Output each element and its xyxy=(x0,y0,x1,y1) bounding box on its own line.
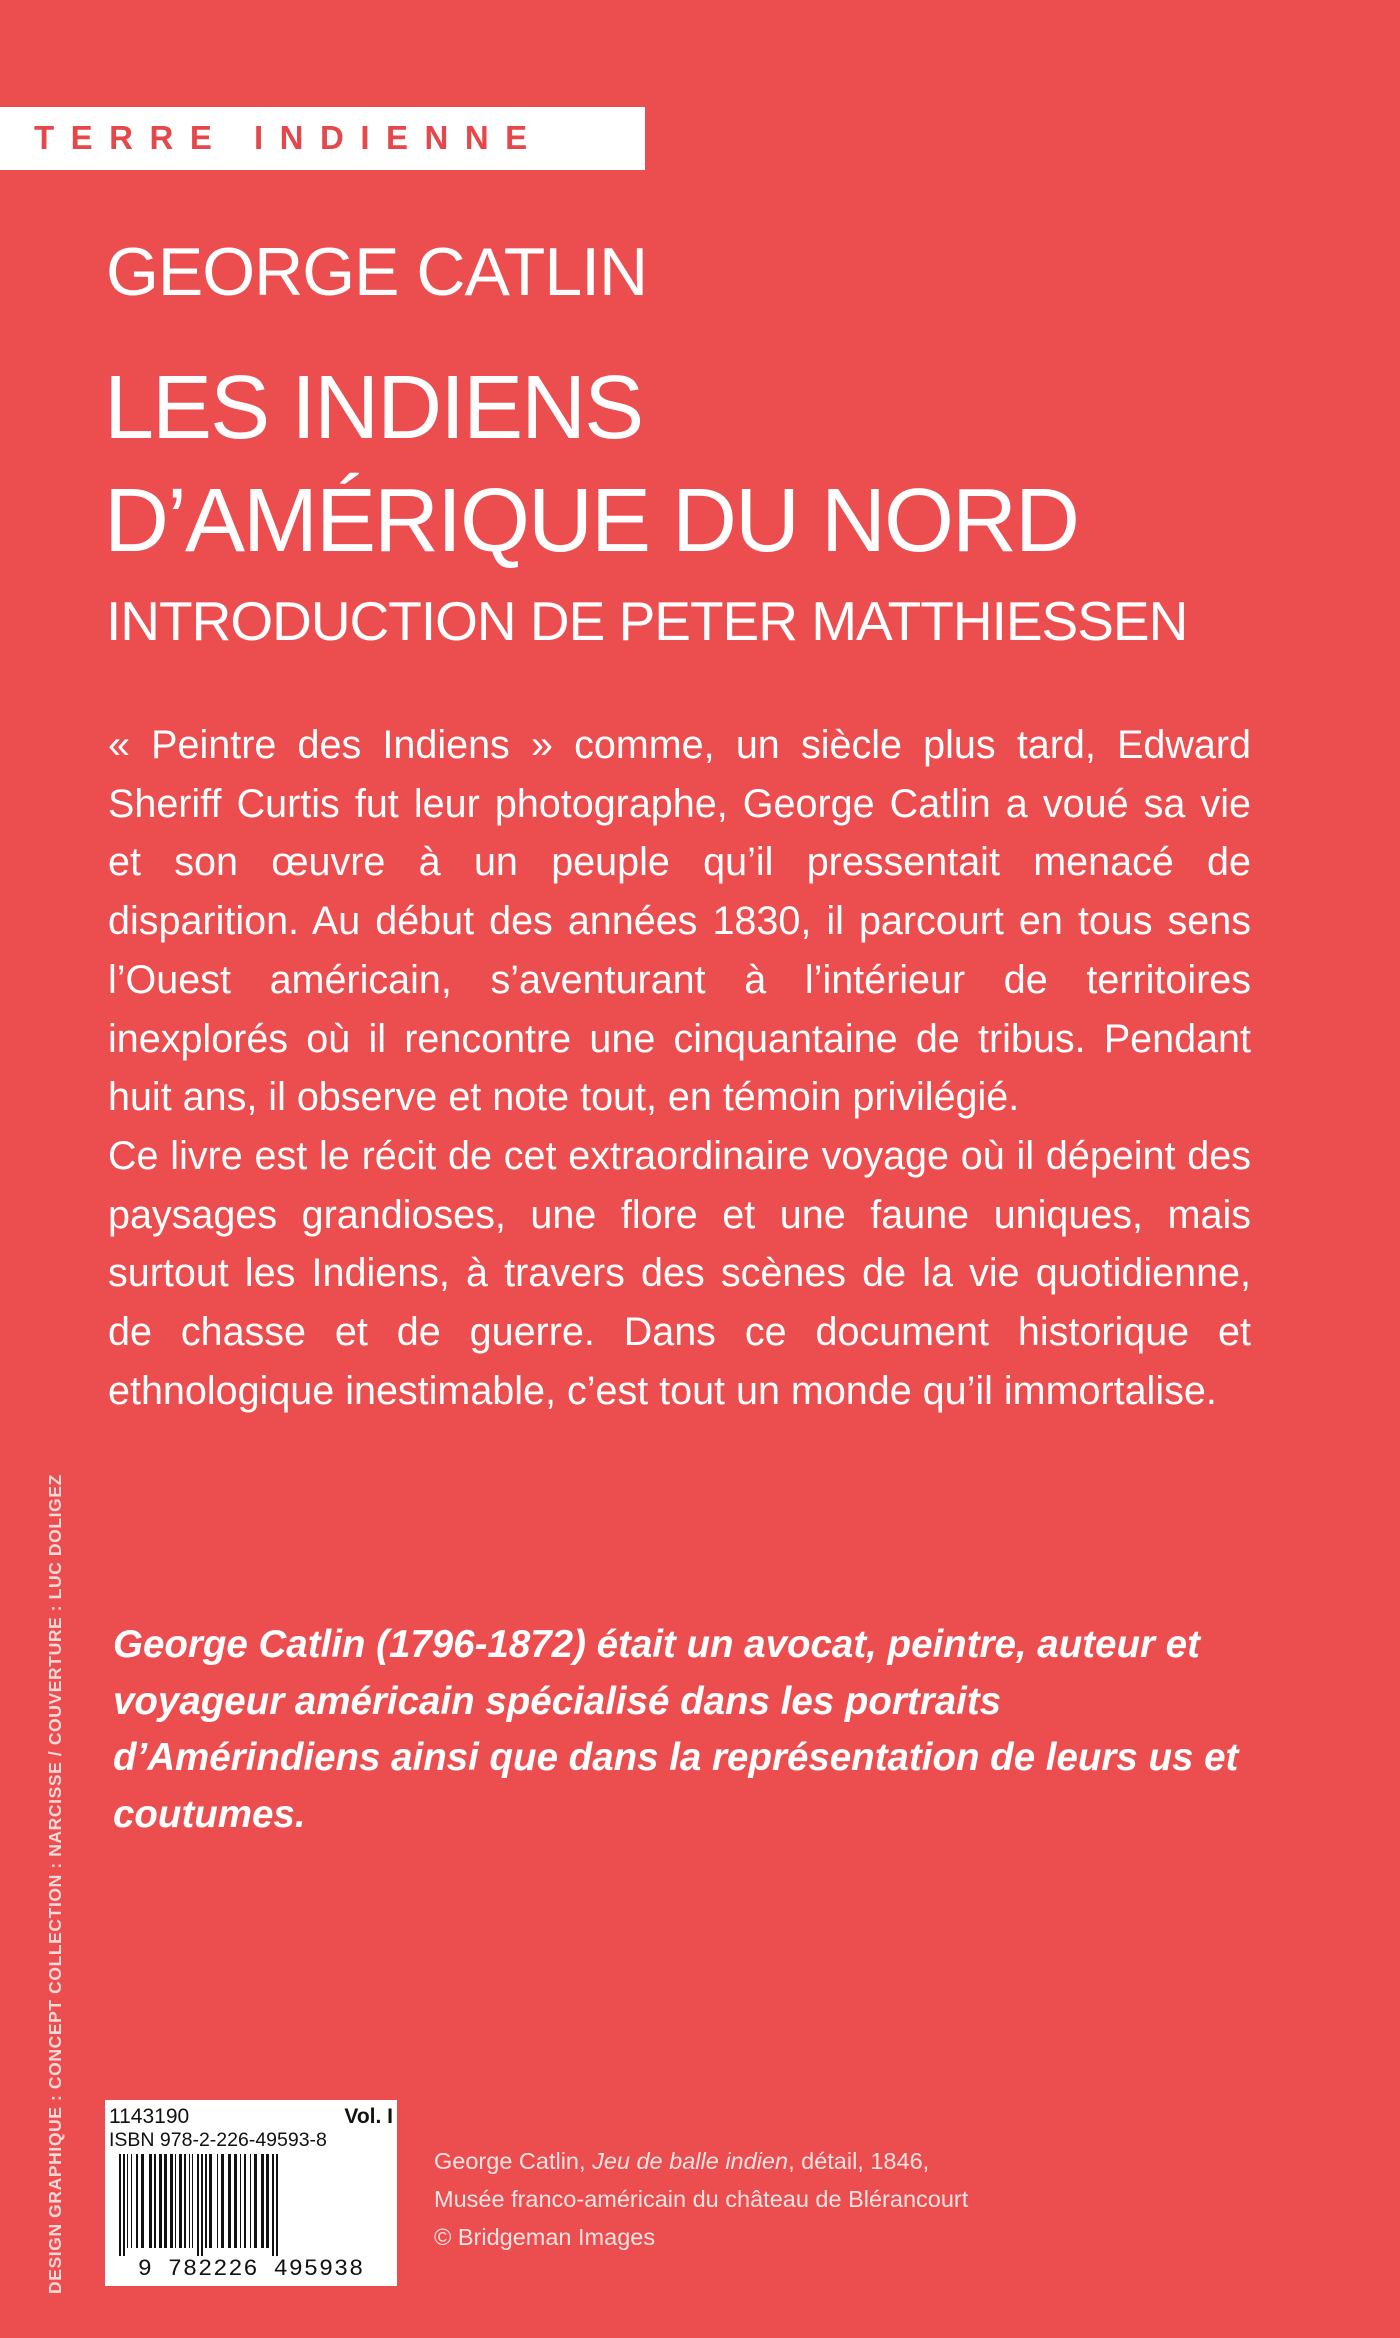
book-subtitle: INTRODUCTION DE PETER MATTHIESSEN xyxy=(106,590,1188,652)
barcode-bar xyxy=(244,2154,246,2248)
barcode-bar xyxy=(221,2154,224,2248)
barcode-bar xyxy=(192,2154,193,2248)
barcode-bar xyxy=(175,2154,176,2248)
photo-credit-line: George Catlin, Jeu de balle indien, détail, 1846, xyxy=(434,2148,930,2174)
barcode-bar xyxy=(205,2154,207,2248)
barcode-bar xyxy=(250,2154,251,2248)
barcode-bar xyxy=(149,2154,152,2248)
ean-digits: 9 782226 495938 xyxy=(137,2256,365,2283)
barcode-bar xyxy=(234,2154,237,2248)
barcode-bar xyxy=(131,2154,132,2248)
barcode-bar xyxy=(159,2154,162,2248)
barcode-bar xyxy=(201,2154,203,2256)
barcode-bar xyxy=(127,2154,128,2248)
barcode-bar xyxy=(197,2154,199,2256)
barcode-bar xyxy=(189,2154,190,2248)
volume-label: Vol. I xyxy=(344,2105,393,2128)
isbn: ISBN 978-2-226-49593-8 xyxy=(109,2129,327,2151)
barcode-bar xyxy=(254,2154,257,2248)
barcode-bar xyxy=(272,2154,274,2256)
barcode-bar xyxy=(261,2154,264,2248)
photo-copyright: © Bridgeman Images xyxy=(434,2224,656,2250)
author-bio: George Catlin (1796-1872) était un avocat, peintre, auteur et voyageur américain spécialisé dans les portraits d’Amérindiens ainsi que dans la représentation de leurs us et coutumes. xyxy=(113,1623,1239,1836)
design-credit: DESIGN GRAPHIQUE : CONCEPT COLLECTION : NARCISSE / COUVERTURE : LUC DOLIGEZ xyxy=(45,1474,65,2294)
blurb xyxy=(108,716,1251,1420)
barcode-bar xyxy=(154,2154,156,2248)
barcode-bar xyxy=(136,2154,138,2248)
code-line xyxy=(109,2104,393,2130)
barcode-bar xyxy=(164,2154,167,2248)
book-title xyxy=(104,352,1354,578)
barcode-bars xyxy=(117,2154,385,2256)
barcode-bar xyxy=(240,2154,241,2248)
barcode-bar xyxy=(184,2154,186,2248)
author-name: GEORGE CATLIN xyxy=(106,234,648,310)
barcode-bar xyxy=(119,2154,121,2256)
barcode-bar xyxy=(141,2154,144,2248)
barcode-bar xyxy=(179,2154,182,2248)
barcode-bar xyxy=(209,2154,212,2248)
photo-credit xyxy=(434,2142,1334,2256)
barcode-bar xyxy=(276,2154,278,2256)
product-code: 1143190 xyxy=(109,2105,190,2128)
title-line: LES INDIENS xyxy=(104,358,643,458)
collection-name: TERRE INDIENNE xyxy=(34,119,544,156)
barcode-bar xyxy=(170,2154,173,2248)
artwork-title: Jeu de balle indien xyxy=(592,2148,789,2174)
barcode-bar xyxy=(217,2154,218,2248)
blurb-paragraph: « Peintre des Indiens » comme, un siècle plus tard, Edward Sheriff Curtis fut leur photographe, George Catlin a voué sa vie et son œuvre à un peuple qu’il pressentait menacé de disparition. Au début des années 1830, il parcourt en tous sens l’Ouest américain, s’aventurant à l’intérieur de territoires inexplorés où il rencontre une cinquantaine de tribus. Pendant huit ans, il observe et note tout, en témoin privilégié. xyxy=(108,723,1251,1120)
barcode-bar xyxy=(228,2154,231,2248)
barcode-box xyxy=(105,2100,397,2286)
blurb-paragraph: Ce livre est le récit de cet extraordinaire voyage où il dépeint des paysages grandioses, une flore et une faune uniques, mais surtout les Indiens, à travers des scènes de la vie quotidienne, de chasse et de guerre. Dans ce document historique et ethnologique inestimable, c’est tout un monde qu’il immortalise. xyxy=(108,1133,1251,1413)
photo-credit-line: Musée franco-américain du château de Blérancourt xyxy=(434,2186,969,2212)
barcode-bar xyxy=(123,2154,125,2256)
barcode-bar xyxy=(266,2154,269,2248)
title-line: D’AMÉRIQUE DU NORD xyxy=(104,471,1079,571)
